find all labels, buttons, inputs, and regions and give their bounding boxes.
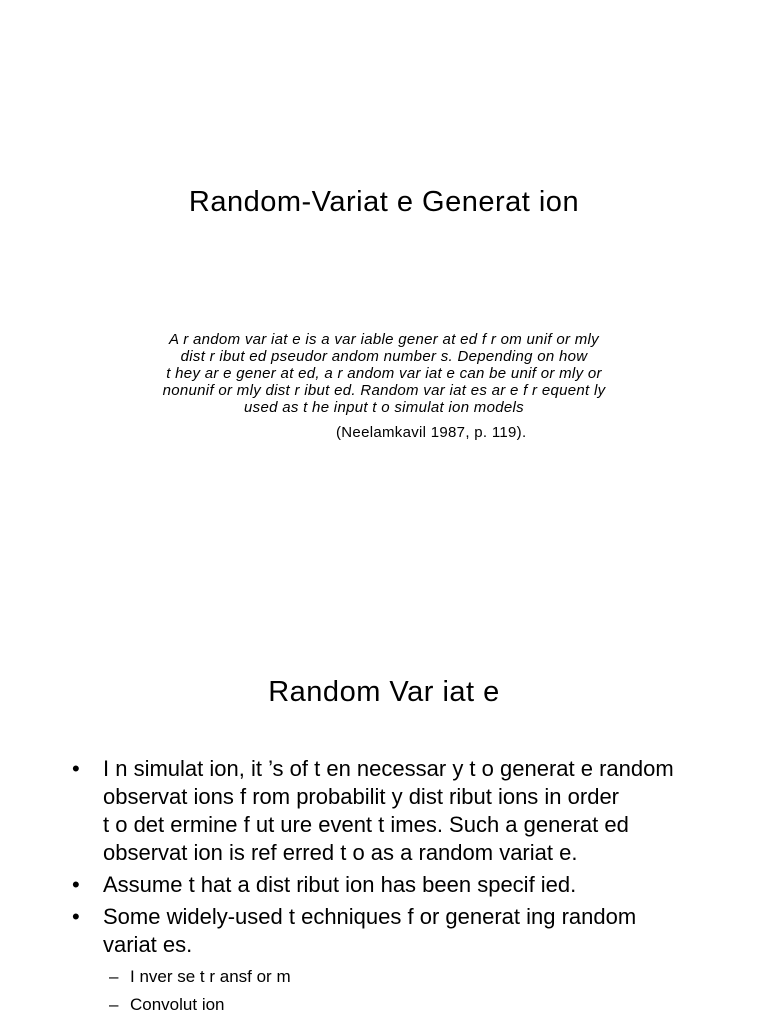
bullet-item (72, 755, 712, 867)
quote-line: A r andom var iat e is a var iable gener at ed f r om unif or mly (169, 331, 599, 348)
bullet-line: Some widely-used t echniques f or generat ing random (103, 904, 637, 929)
bullet-item (72, 903, 712, 1019)
sub-bullet-text: Convolut ion (130, 995, 225, 1014)
sub-bullet-item (103, 991, 712, 1019)
quote-line: t hey ar e gener at ed, a r andom var iat e can be unif or mly or (166, 365, 602, 382)
dash-icon: – (109, 995, 119, 1014)
bullet-item (72, 871, 712, 899)
citation: (Neelamkavil 1987, p. 119). (336, 424, 527, 441)
bullet-list (72, 755, 712, 1023)
quote-line: used as t he input t o simulat ion models (244, 399, 524, 416)
sub-bullet-text: I nver se t r ansf or m (130, 967, 291, 986)
bullet-line: I n simulat ion, it ’s of t en necessar y t o generat e random (103, 756, 674, 781)
bullet-dot-icon: • (72, 872, 80, 897)
slide-title: Random Var iat e (268, 676, 500, 708)
quote-line: dist r ibut ed pseudor andom number s. Depending on how (180, 348, 588, 365)
sub-bullet-list (103, 963, 712, 1019)
bullet-line: t o det ermine f ut ure event t imes. Such a generat ed (103, 812, 629, 837)
dash-icon: – (109, 967, 119, 986)
bullet-dot-icon: • (72, 904, 80, 929)
slide-title: Random-Variat e Generat ion (188, 186, 580, 218)
bullet-dot-icon: • (72, 756, 80, 781)
sub-bullet-item (103, 963, 712, 991)
definition-quote (134, 331, 634, 416)
bullet-line: variat es. (103, 932, 193, 957)
bullet-line: observat ions f rom probabilit y dist ribut ions in order (103, 784, 620, 809)
quote-line: nonunif or mly dist r ibut ed. Random var iat es ar e f r equent ly (162, 382, 606, 399)
bullet-line: observat ion is ref erred t o as a random variat e. (103, 840, 578, 865)
bullet-line: Assume t hat a dist ribut ion has been specif ied. (103, 872, 577, 897)
